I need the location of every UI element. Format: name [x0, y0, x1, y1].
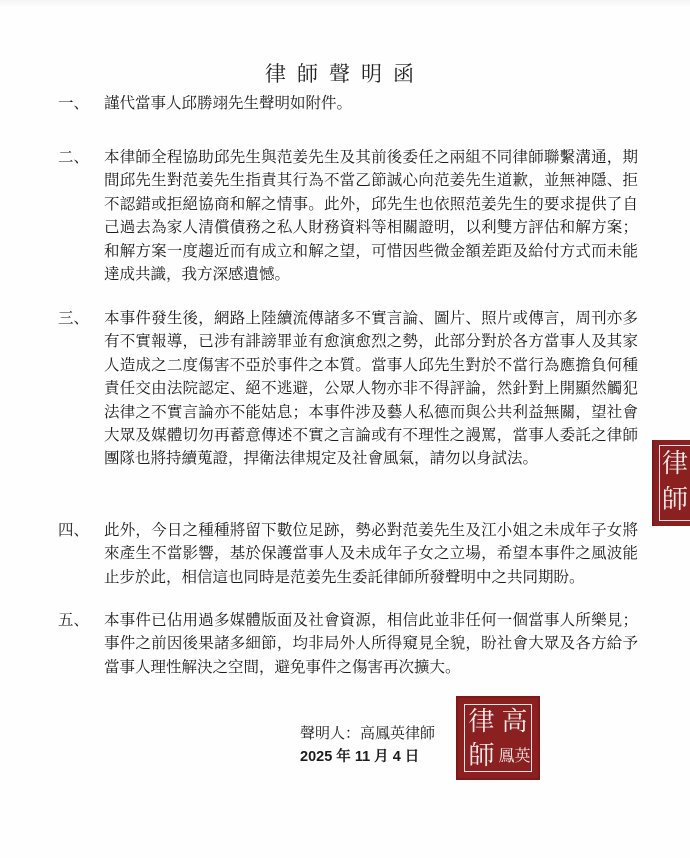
paragraph-text: 謹代當事人邱勝翊先生聲明如附件。 [104, 94, 353, 112]
signature-date: 2025 年 11 月 4 日 [300, 749, 420, 765]
paragraph-text: 本事件已佔用過多媒體版面及社會資源，相信此並非任何一個當事人所樂見；事件之前因後果諸多細節，均非局外人所得窺見全貌，盼社會大眾及各方給予當事人理性解決之空間，避免事件之傷害再次擴大。 [104, 611, 638, 676]
paragraph-marker: 四、 [58, 521, 90, 539]
faint-mark-icon [655, 395, 685, 425]
seal-char: 律 [662, 449, 689, 479]
paragraph-2 [58, 146, 638, 286]
paragraph-text: 本律師全程協助邱先生與范姜先生及其前後委任之兩組不同律師聯繫溝通，期間邱先生對范姜先生指責其行為不當乙節誠心向范姜先生道歉，並無神隱、拒不認錯或拒絕協商和解之情事。此外，邱先生也依照范姜先生的要求提供了自己過去為家人清償債務之私人財務資料等相關證明，以利雙方評估和解方案；和解方案一度趨近而有成立和解之望，可惜因些微金額差距及給付方式而未能達成共識，我方深感遺憾。 [104, 148, 638, 284]
paragraph-4 [58, 519, 638, 589]
signature-block [300, 721, 435, 769]
paragraph-5 [58, 609, 638, 679]
seal-char: 師 [662, 485, 689, 515]
lawyer-seal-icon [456, 696, 540, 780]
paragraph-marker: 五、 [58, 611, 90, 629]
paragraph-marker: 三、 [58, 309, 90, 327]
document-title: 律師聲明函 [265, 62, 425, 86]
paragraph-marker: 一、 [58, 94, 90, 112]
paragraph-text: 本事件發生後，網路上陸續流傳諸多不實言論、圖片、照片或傳言，周刊亦多有不實報導，已涉有誹謗罪並有愈演愈烈之勢，此部分對於各方當事人及其家人造成之二度傷害不亞於事件之本質。當事人邱先生對於不當行為應擔負何種責任交由法院認定、絕不逃避，公眾人物亦非不得評論，然針對上開顯然觸犯法律之不實言論亦不能姑息；本事件涉及藝人私德而與公共利益無關，望社會大眾及媒體切勿再蓄意傳述不實之言論或有不理性之謾罵，當事人委託之律師團隊也將持續蒐證，捍衛法律規定及社會風氣，請勿以身試法。 [104, 309, 638, 468]
seal-char: 鳳英 [498, 746, 531, 765]
declarant: 聲明人：高鳳英律師 [300, 724, 436, 742]
seal-char: 高 [501, 707, 528, 737]
paragraph-1 [58, 92, 638, 115]
seal-char: 律 [468, 707, 495, 737]
seal-char: 師 [468, 741, 495, 771]
paragraph-3 [58, 307, 638, 471]
page-edge [0, 0, 690, 8]
paragraph-marker: 二、 [58, 148, 90, 166]
side-seal-icon [652, 440, 690, 526]
paragraph-text: 此外，今日之種種將留下數位足跡，勢必對范姜先生及江小姐之未成年子女將來產生不當影響，基於保護當事人及未成年子女之立場，希望本事件之風波能止步於此，相信這也同時是范姜先生委託律師所發聲明中之共同期盼。 [104, 521, 638, 586]
